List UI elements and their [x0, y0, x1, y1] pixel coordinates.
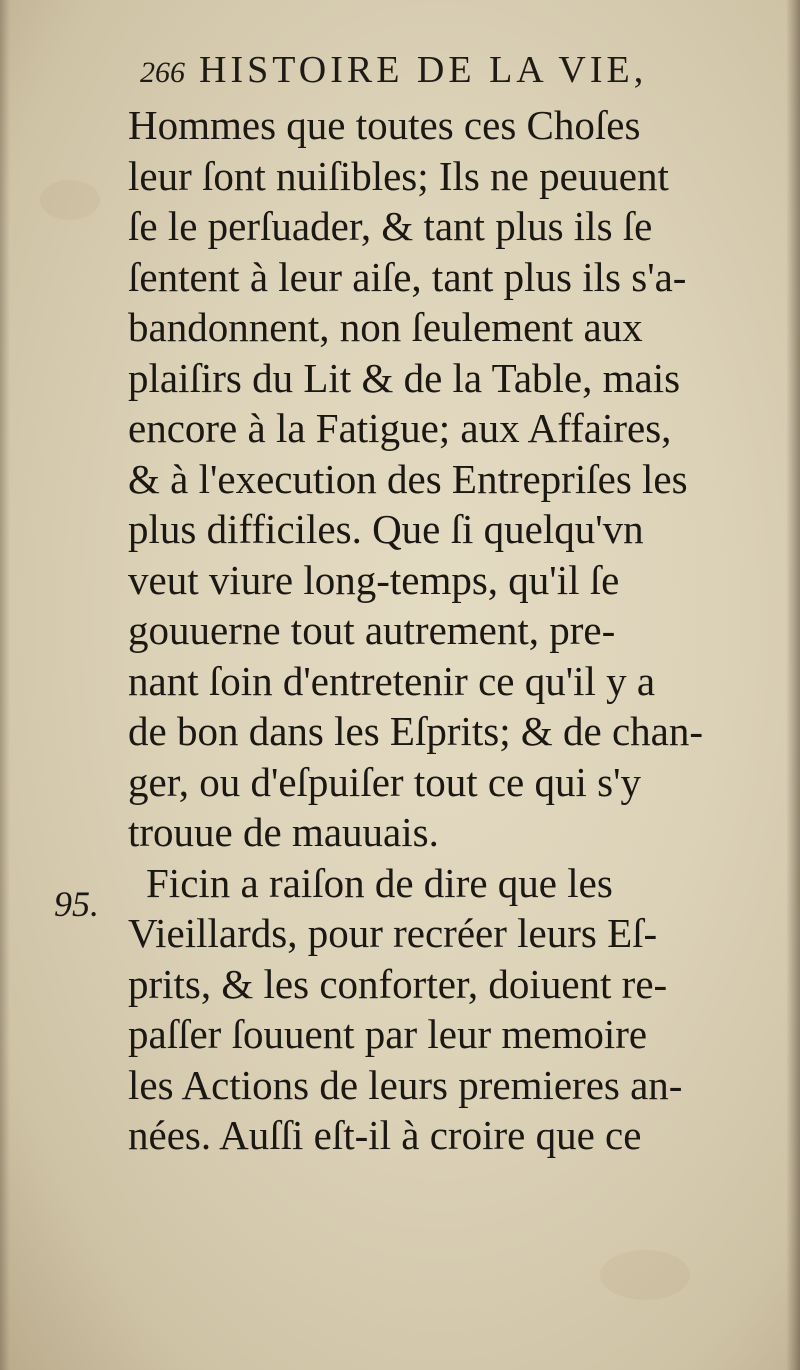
text-line: prits, & les conforter, doiuent re- [128, 960, 668, 1007]
running-title: HISTOIRE DE LA VIE, [199, 49, 648, 91]
text-line: les Actions de leurs premieres an- [128, 1061, 683, 1108]
text-line: nées. Auſſi eſt-il à croire que ce [128, 1112, 642, 1158]
text-line: de bon dans les Eſprits; & de chan- [128, 708, 704, 754]
paragraph-start-line: Ficin a raiſon de dire que les [146, 859, 613, 906]
text-line: & à l'execution des Entrepriſes les [128, 455, 688, 502]
text-line: plaiſirs du Lit & de la Table, mais [128, 354, 681, 401]
text-line: plus difficiles. Que ſi quelqu'vn [128, 506, 644, 552]
text-line: bandonnent, non ſeulement aux [128, 304, 643, 350]
margin-paragraph-number: 95. [54, 884, 99, 924]
text-line: paſſer ſouuent par leur memoire [128, 1011, 648, 1057]
text-line: encore à la Fatigue; aux Affaires, [128, 405, 672, 451]
running-header [140, 48, 740, 92]
body-text [128, 100, 748, 1161]
text-line: leur ſont nuiſibles; Ils ne peuuent [128, 152, 669, 199]
paper-stain [600, 1250, 690, 1300]
text-line: ſe le perſuader, & tant plus ils ſe [128, 203, 653, 249]
text-line: nant ſoin d'entretenir ce qu'il y a [128, 657, 656, 704]
page-number: 266 [140, 56, 185, 89]
text-line: veut viure long-temps, qu'il ſe [128, 556, 620, 603]
text-line: gouuerne tout autrement, pre- [128, 607, 616, 653]
paper-stain [40, 180, 100, 220]
text-line: Hommes que toutes ces Choſes [128, 102, 641, 148]
text-line: ger, ou d'eſpuiſer tout ce qui s'y [128, 758, 641, 805]
text-line: ſentent à leur aiſe, tant plus ils s'a- [128, 253, 687, 300]
text-line: Vieillards, pour recréer leurs Eſ- [128, 910, 658, 956]
text-line: trouue de mauuais. [128, 809, 439, 855]
